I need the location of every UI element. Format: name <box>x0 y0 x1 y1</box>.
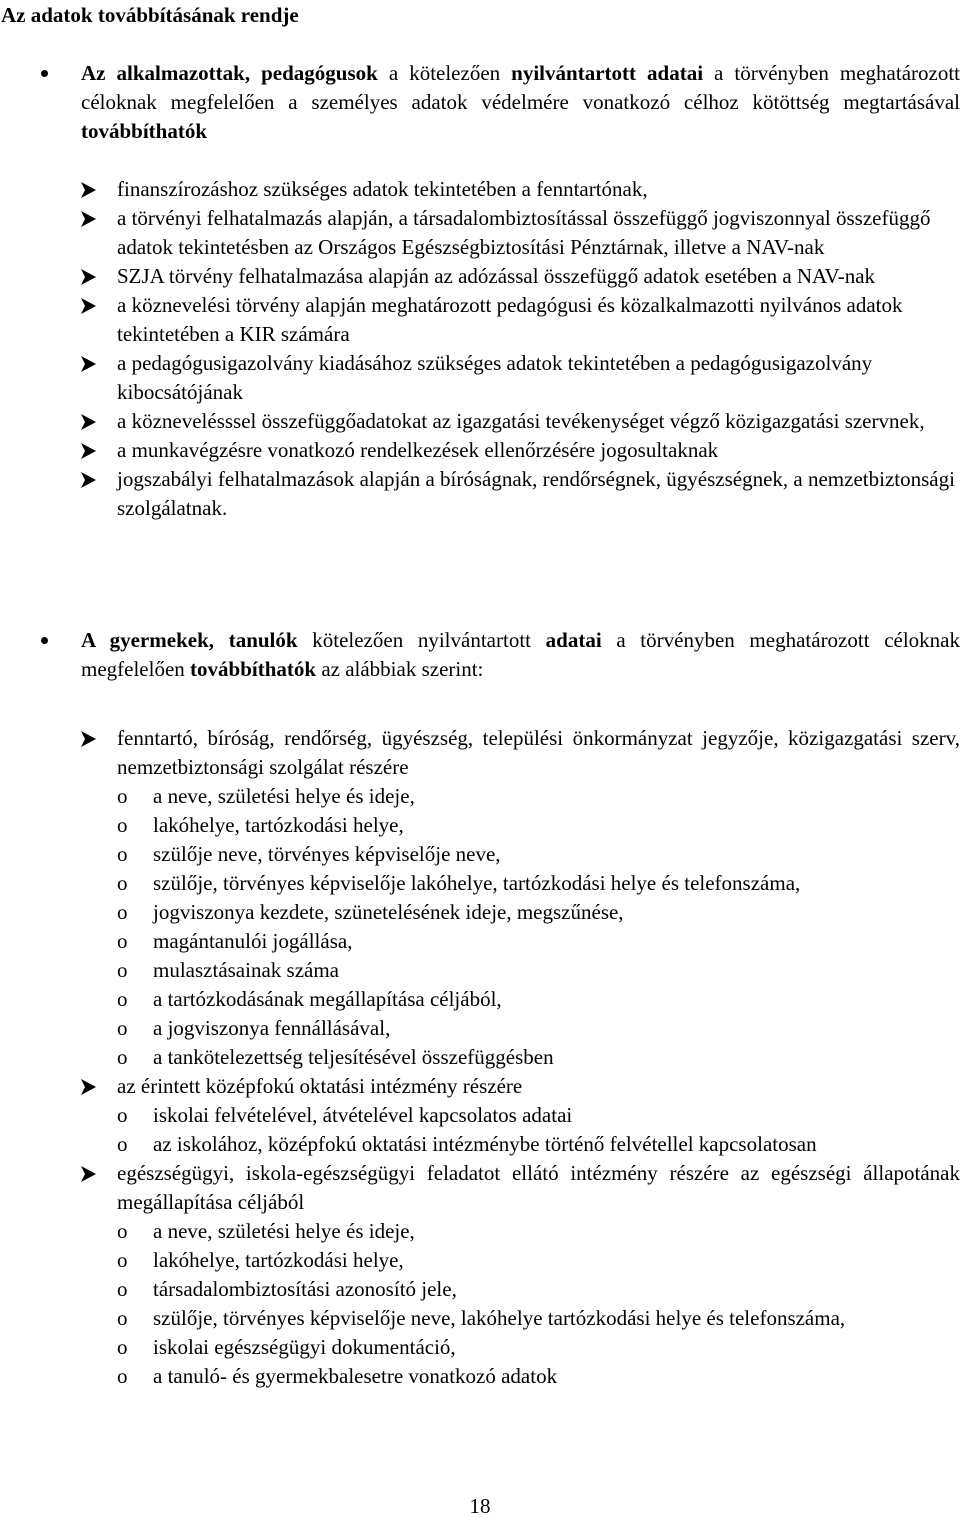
page-title: Az adatok továbbításának rendje <box>1 3 299 27</box>
list-item-text: társadalombiztosítási azonosító jele, <box>153 1277 457 1301</box>
letter-o-bullet-icon: o <box>117 1248 128 1272</box>
arrow-list-item <box>0 204 960 262</box>
list-item-text: fenntartó, bíróság, rendőrség, ügyészség, települési önkormányzat jegyzője, közigazgatási szerv, nemzetbiztonsági szolgálat részére <box>117 726 960 779</box>
list-item-text: iskolai egészségügyi dokumentáció, <box>153 1335 456 1359</box>
bold-text-segment: adatai <box>545 628 602 652</box>
list-item-text: a munkavégzésre vonatkozó rendelkezések ellenőrzésére jogosultaknak <box>117 438 719 462</box>
letter-o-bullet-icon: o <box>117 900 128 924</box>
data-list-item <box>0 927 960 956</box>
bold-text-segment: továbbíthatók <box>190 657 317 681</box>
list-item-text: a pedagógusigazolvány kiadásához szükséges adatok tekintetében a pedagógusigazolvány kibocsátójának <box>117 351 873 404</box>
text-segment: a törvényben meghatározott céloknak megfelelően a személyes adatok védelmére vonatkozó célhoz kötöttség megtartásával <box>81 61 960 114</box>
letter-o-bullet-icon: o <box>117 1364 128 1388</box>
data-list-item <box>0 1043 960 1072</box>
list-item-text: egészségügyi, iskola-egészségügyi feladatot ellátó intézmény részére az egészségi állapotának megállapítása céljából <box>117 1161 960 1214</box>
arrowhead-bullet-icon <box>78 436 102 465</box>
intro-text <box>81 628 960 681</box>
list-item-text: a jogviszonya fennállásával, <box>153 1016 391 1040</box>
list-item-text: szülője, törvényes képviselője neve, lakóhelye tartózkodási helye és telefonszáma, <box>153 1306 846 1330</box>
list-item-text: szülője, törvényes képviselője lakóhelye, tartózkodási helye és telefonszáma, <box>153 871 801 895</box>
letter-o-bullet-icon: o <box>117 1103 128 1127</box>
letter-o-bullet-icon: o <box>117 1045 128 1069</box>
arrow-list-item <box>0 175 960 204</box>
arrowhead-bullet-icon <box>78 407 102 436</box>
list-item-text: a köznevelési törvény alapján meghatározott pedagógusi és közalkalmazotti nyilvános adatok tekintetében a KIR számára <box>117 293 903 346</box>
arrow-list-item <box>0 291 960 349</box>
data-list-item <box>0 1333 960 1362</box>
data-list-item <box>0 1275 960 1304</box>
arrow-list-item <box>0 262 960 291</box>
data-list-item <box>0 1304 960 1333</box>
text-segment: a kötelezően <box>377 61 512 85</box>
list-item-text: a neve, születési helye és ideje, <box>153 1219 415 1243</box>
section-intro-students <box>0 626 960 684</box>
section-intro-employees <box>0 59 960 146</box>
letter-o-bullet-icon: o <box>117 958 128 982</box>
employee-recipients-list <box>0 175 960 523</box>
intro-text <box>81 61 960 143</box>
data-list-item <box>0 985 960 1014</box>
recipient-data-list <box>0 782 960 1072</box>
arrow-list-item <box>0 724 960 782</box>
arrowhead-bullet-icon <box>78 349 102 378</box>
list-item-text: a neve, születési helye és ideje, <box>153 784 415 808</box>
letter-o-bullet-icon: o <box>117 1335 128 1359</box>
letter-o-bullet-icon: o <box>117 1219 128 1243</box>
list-item-text: lakóhelye, tartózkodási helye, <box>153 813 404 837</box>
section-employees <box>0 59 960 523</box>
list-item-text: a tartózkodásának megállapítása céljából, <box>153 987 502 1011</box>
data-list-item <box>0 1101 960 1130</box>
data-list-item <box>0 782 960 811</box>
data-list-item <box>0 811 960 840</box>
list-item-text: a tankötelezettség teljesítésével összefüggésben <box>153 1045 554 1069</box>
data-list-item <box>0 1217 960 1246</box>
list-item-text: a köznevelésssel összefüggőadatokat az igazgatási tevékenységet végző közigazgatási szervnek, <box>117 409 925 433</box>
list-item-text: lakóhelye, tartózkodási helye, <box>153 1248 404 1272</box>
student-recipient-groups <box>0 724 960 1391</box>
list-item-text: az iskolához, középfokú oktatási intézménybe történő felvétellel kapcsolatosan <box>153 1132 817 1156</box>
arrowhead-bullet-icon <box>78 1072 102 1101</box>
arrowhead-bullet-icon <box>78 724 102 753</box>
data-list-item <box>0 1130 960 1159</box>
list-item-text: magántanulói jogállása, <box>153 929 353 953</box>
list-item-text: a törvényi felhatalmazás alapján, a társadalombiztosítással összefüggő jogviszonnyal összefüggő adatok tekintetésben az Országos Egészségbiztosítási Pénztárnak, illetve a NAV-nak <box>117 206 931 259</box>
list-item-text: jogszabályi felhatalmazások alapján a bíróságnak, rendőrségnek, ügyészségnek, a nemzetbiztonsági szolgálatnak. <box>117 467 955 520</box>
data-list-item <box>0 898 960 927</box>
arrowhead-bullet-icon <box>78 262 102 291</box>
arrowhead-bullet-icon <box>78 465 102 494</box>
arrowhead-bullet-icon <box>78 175 102 204</box>
filled-circle-bullet-icon <box>41 637 48 644</box>
list-item-text: SZJA törvény felhatalmazása alapján az adózással összefüggő adatok esetében a NAV-nak <box>117 264 876 288</box>
letter-o-bullet-icon: o <box>117 842 128 866</box>
data-list-item <box>0 1014 960 1043</box>
recipient-group <box>0 1072 960 1159</box>
arrow-list-item <box>0 1072 960 1101</box>
data-list-item <box>0 869 960 898</box>
letter-o-bullet-icon: o <box>117 1277 128 1301</box>
list-item-text: iskolai felvételével, átvételével kapcsolatos adatai <box>153 1103 573 1127</box>
list-item-text: szülője neve, törvényes képviselője neve, <box>153 842 501 866</box>
arrow-list-item <box>0 407 960 436</box>
arrowhead-bullet-icon <box>78 204 102 233</box>
bold-text-segment: Az alkalmazottak, pedagógusok <box>81 61 378 85</box>
arrowhead-bullet-icon <box>78 1159 102 1188</box>
section-students <box>0 626 960 1391</box>
data-list-item <box>0 1362 960 1391</box>
letter-o-bullet-icon: o <box>117 929 128 953</box>
arrow-list-item <box>0 465 960 523</box>
list-item-text: az érintett középfokú oktatási intézmény részére <box>117 1074 523 1098</box>
letter-o-bullet-icon: o <box>117 1306 128 1330</box>
data-list-item <box>0 1246 960 1275</box>
list-item-text: a tanuló- és gyermekbalesetre vonatkozó adatok <box>153 1364 558 1388</box>
text-segment: kötelezően nyilvántartott <box>297 628 546 652</box>
list-item-text: mulasztásainak száma <box>153 958 340 982</box>
list-item-text: jogviszonya kezdete, szünetelésének ideje, megszűnése, <box>153 900 624 924</box>
text-segment: az alábbiak szerint: <box>316 657 484 681</box>
bold-text-segment: nyilvántartott adatai <box>511 61 704 85</box>
letter-o-bullet-icon: o <box>117 871 128 895</box>
arrow-list-item <box>0 436 960 465</box>
recipient-group <box>0 724 960 1072</box>
letter-o-bullet-icon: o <box>117 1132 128 1156</box>
list-item-text: finanszírozáshoz szükséges adatok tekintetében a fenntartónak, <box>117 177 648 201</box>
text-segment: a törvényben meghatározott céloknak megfelelően <box>81 628 960 681</box>
data-list-item <box>0 956 960 985</box>
filled-circle-bullet-icon <box>41 70 48 77</box>
bold-text-segment: továbbíthatók <box>81 119 208 143</box>
recipient-data-list <box>0 1101 960 1159</box>
recipient-data-list <box>0 1217 960 1391</box>
arrow-list-item <box>0 1159 960 1217</box>
arrow-list-item <box>0 349 960 407</box>
letter-o-bullet-icon: o <box>117 1016 128 1040</box>
letter-o-bullet-icon: o <box>117 987 128 1011</box>
recipient-group <box>0 1159 960 1391</box>
data-list-item <box>0 840 960 869</box>
letter-o-bullet-icon: o <box>117 784 128 808</box>
arrowhead-bullet-icon <box>78 291 102 320</box>
letter-o-bullet-icon: o <box>117 813 128 837</box>
page-number: 18 <box>469 1494 491 1518</box>
bold-text-segment: A gyermekek, tanulók <box>81 628 298 652</box>
